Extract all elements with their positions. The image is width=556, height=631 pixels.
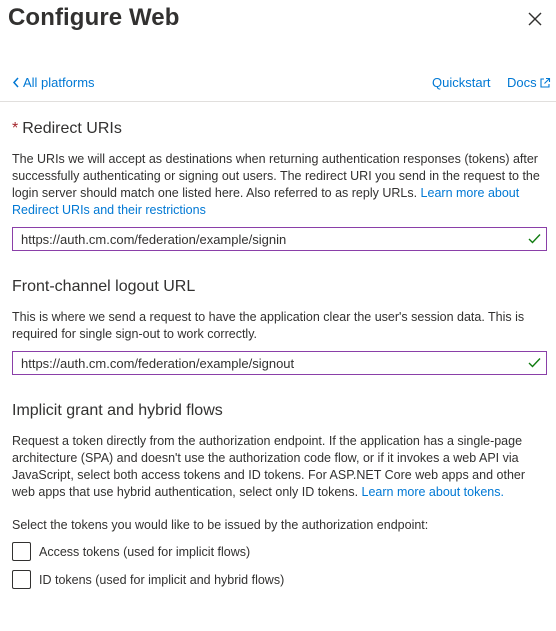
- access-tokens-checkbox[interactable]: [12, 542, 31, 561]
- redirect-uris-description: [12, 151, 548, 219]
- access-tokens-checkbox-row[interactable]: [12, 542, 250, 561]
- docs-label: Docs: [507, 75, 537, 90]
- redirect-uri-input[interactable]: [13, 228, 513, 250]
- docs-link[interactable]: [507, 75, 551, 90]
- implicit-grant-heading: Implicit grant and hybrid flows: [12, 402, 223, 419]
- close-icon[interactable]: [526, 10, 544, 28]
- token-select-prompt: Select the tokens you would like to be issued by the authorization endpoint:: [12, 518, 429, 532]
- checkmark-icon: [528, 357, 541, 368]
- required-indicator: *: [12, 120, 19, 137]
- redirect-uris-title: Redirect URIs: [22, 120, 122, 137]
- page-title: Configure Web: [8, 4, 180, 31]
- nav-row: [0, 72, 556, 96]
- redirect-uris-text: The URIs we will accept as destinations when returning authentication responses (tokens) after successfully authenticating or signing out users. The redirect URI you send in the request to the login server should match one listed here. Also referred to as reply URLs.: [12, 152, 540, 200]
- logout-url-input[interactable]: [13, 352, 513, 374]
- logout-url-heading: Front-channel logout URL: [12, 278, 196, 295]
- all-platforms-link[interactable]: [12, 75, 95, 90]
- redirect-uri-field: [12, 227, 547, 251]
- id-tokens-checkbox-row[interactable]: [12, 570, 284, 589]
- quickstart-link[interactable]: Quickstart: [432, 75, 491, 90]
- access-tokens-label: Access tokens (used for implicit flows): [39, 544, 251, 559]
- implicit-grant-description: [12, 433, 548, 501]
- redirect-uris-learn-more-link[interactable]: Learn more about Redirect URIs and their restrictions: [12, 186, 520, 217]
- checkmark-icon: [528, 233, 541, 244]
- chevron-left-icon: [12, 77, 20, 88]
- implicit-grant-text: Request a token directly from the authorization endpoint. If the application has a single-page architecture (SPA) and doesn't use the authorization code flow, or if it invokes a web API via JavaScript, select both access tokens and ID tokens. For ASP.NET Core web apps and other web apps that use hybrid authentication, select only ID tokens.: [12, 434, 526, 499]
- id-tokens-checkbox[interactable]: [12, 570, 31, 589]
- logout-url-field: [12, 351, 547, 375]
- redirect-uris-heading: [12, 120, 122, 138]
- id-tokens-label: ID tokens (used for implicit and hybrid flows): [39, 572, 285, 587]
- all-platforms-label: All platforms: [23, 75, 95, 90]
- header-divider: [0, 101, 556, 102]
- logout-url-description: This is where we send a request to have the application clear the user's session data. This is required for single sign-out to work correctly.: [12, 310, 525, 341]
- external-link-icon: [539, 77, 551, 89]
- tokens-learn-more-link[interactable]: Learn more about tokens.: [361, 485, 504, 499]
